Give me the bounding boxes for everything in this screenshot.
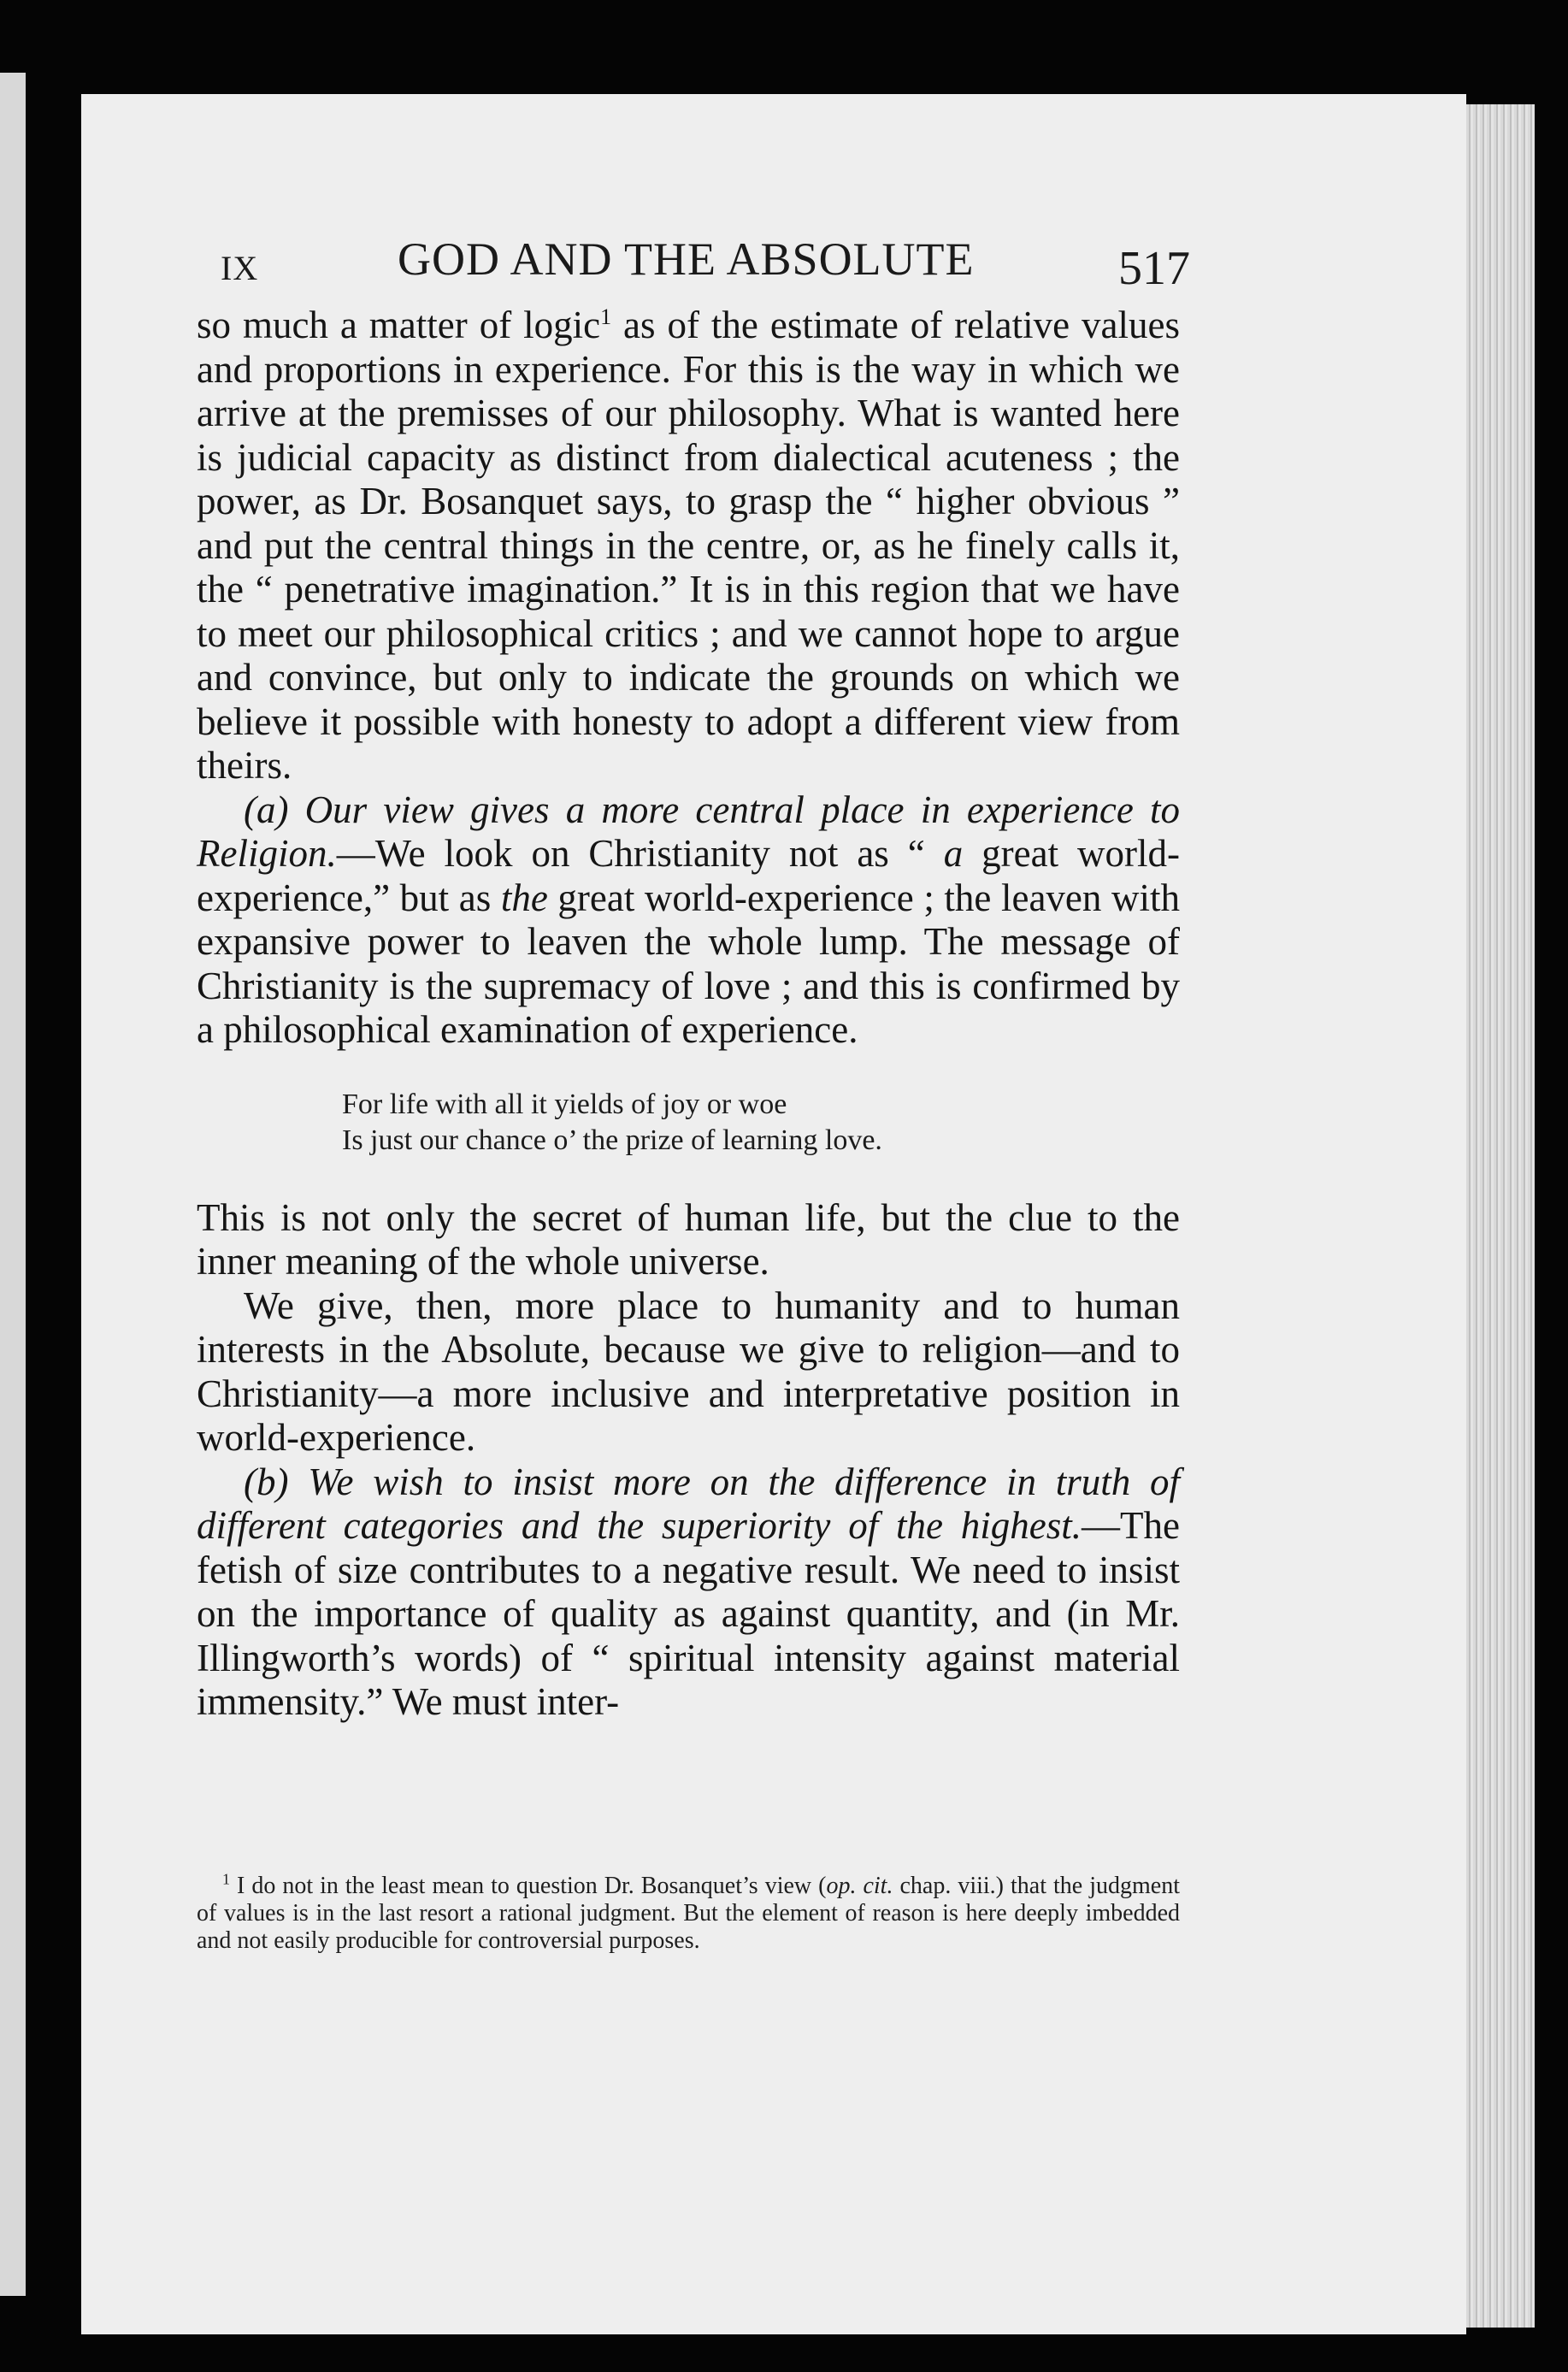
body-text xyxy=(197,304,1180,1725)
verse-line: Is just our chance o’ the prize of learning love. xyxy=(342,1124,882,1156)
footnote xyxy=(197,1870,1180,1955)
paragraph: We give, then, more place to humanity and to human interests in the Absolute, because we give to religion—and to Christianity—a more inclusive and interpretative position in world-experience. xyxy=(197,1283,1180,1459)
emphasis: a xyxy=(943,832,964,875)
running-head xyxy=(221,233,1190,295)
section-lead: (b) We wish to insist more on the difference in truth of different categories and the superiority of the highest. xyxy=(197,1460,1180,1547)
paragraph xyxy=(197,788,1180,1053)
facing-page-edge xyxy=(0,73,26,2296)
paragraph-text: —The fetish of size contributes to a negative result. We need to insist on the importance of quality as against quantity, and (in Mr. Illingworth’s words) of “ spiritual intensity against material immensity.” We must inter- xyxy=(197,1504,1180,1723)
emphasis: the xyxy=(500,876,548,919)
running-title: GOD AND THE ABSOLUTE xyxy=(398,233,975,285)
paragraph-text: as of the estimate of relative values and proportions in experience. For this is the way in which we arrive at the premisses of our philosophy. What is wanted here is judicial capacity as distinct from dialectical acuteness ; the power, as Dr. Bosanquet says, to grasp the “ higher obvious ” and put the central things in the centre, or, as he finely calls it, the “ penetrative imagination.” It is in this region that we have to meet our philosophical critics ; and we cannot hope to argue and convince, but only to indicate the grounds on which we believe it possible with honesty to adopt a different view from theirs. xyxy=(197,304,1180,787)
verse-quotation xyxy=(342,1087,1180,1159)
footnote-marker: 1 xyxy=(600,304,612,329)
paragraph xyxy=(197,1460,1180,1725)
verse-line: For life with all it yields of joy or woe xyxy=(342,1088,787,1120)
paragraph-text: great world-experience ; the leaven with expansive power to leaven the whole lump. The message of Christianity is the supremacy of love ; and this is confirmed by a philosophical examination of experience. xyxy=(197,876,1180,1051)
section-lead: (a) Our view gives a more central place in experience to Religion. xyxy=(197,788,1180,875)
paragraph xyxy=(197,304,1180,788)
footnote-marker: 1 xyxy=(222,1870,230,1888)
emphasis: op. cit. xyxy=(826,1873,893,1899)
paragraph-text: so much a matter of logic xyxy=(197,304,601,346)
footnote-text: chap. viii.) that the judgment of values is in the last resort a rational judgment. But the element of reason is here deeply imbedded and not easily producible for controversial purposes. xyxy=(197,1873,1180,1954)
page-block-edges xyxy=(1466,104,1535,2328)
paragraph: This is not only the secret of human life, but the clue to the inner meaning of the whole universe. xyxy=(197,1195,1180,1283)
paragraph-text: —We look on Christianity not as “ xyxy=(336,832,944,875)
footnote-text: I do not in the least mean to question Dr. Bosanquet’s view ( xyxy=(230,1873,827,1899)
chapter-number: IX xyxy=(221,249,259,287)
page-number: 517 xyxy=(1118,242,1190,295)
paragraph-text: great world-experience,” but as xyxy=(197,832,1180,919)
